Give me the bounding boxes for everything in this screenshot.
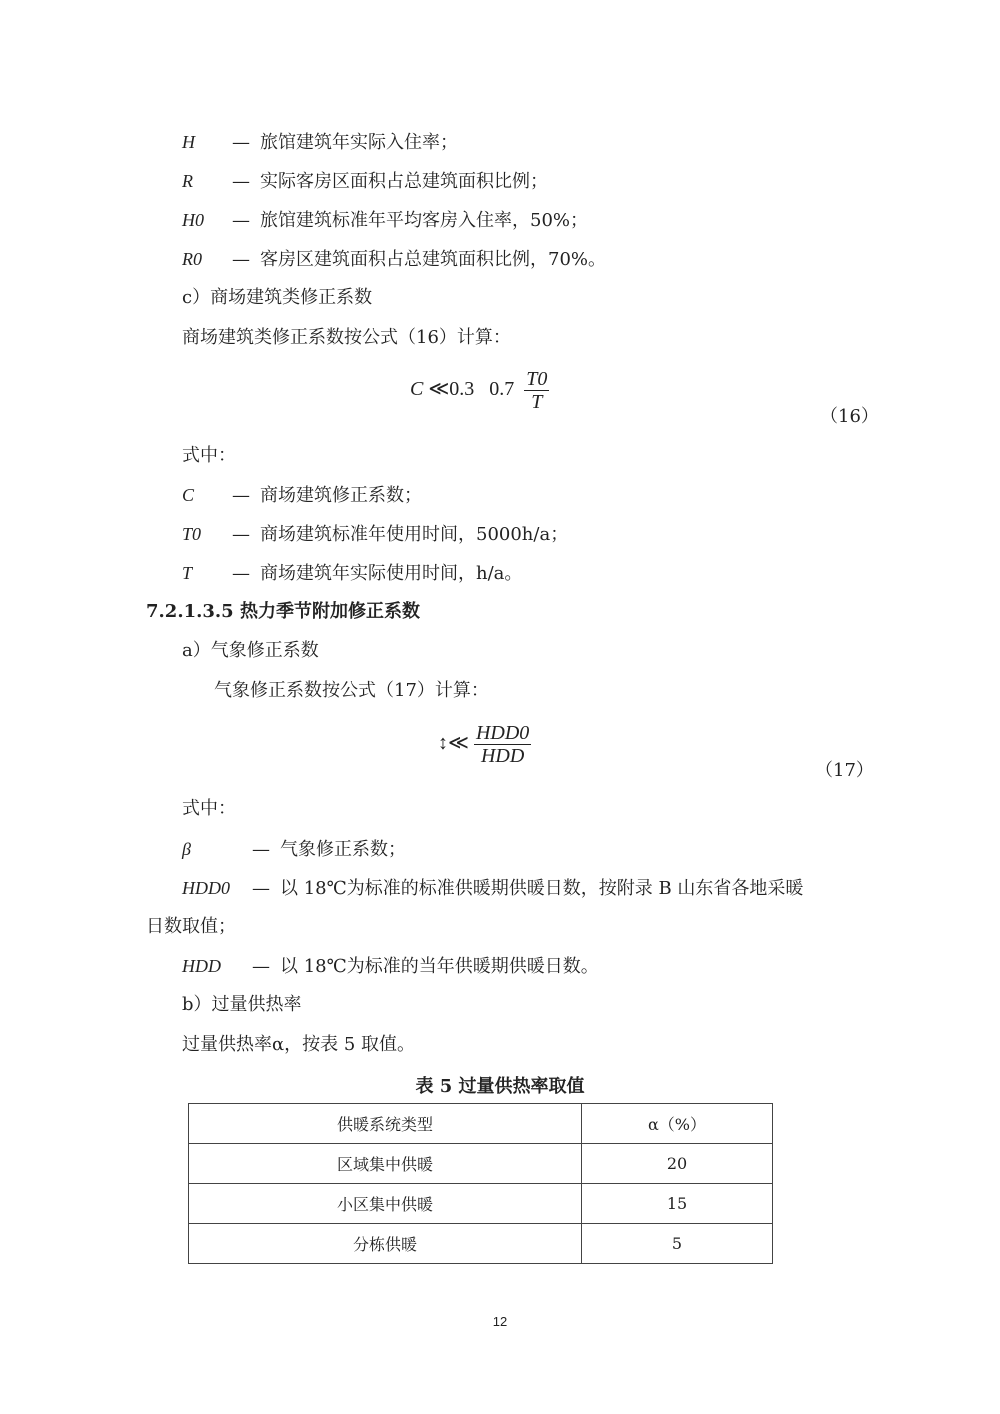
formula-fraction: [524, 368, 549, 413]
table-cell: 20: [582, 1144, 773, 1184]
def-symbol: C: [182, 485, 195, 505]
item-b-heading: b）过量供热率: [182, 994, 302, 1015]
table-cell: 15: [582, 1184, 773, 1224]
def-symbol: T0: [182, 524, 202, 544]
def-hdd0-continuation: 日数取值；: [146, 916, 236, 937]
item-b-text: 过量供热率α，按表 5 取值。: [182, 1034, 416, 1055]
table-row: [189, 1184, 773, 1224]
table-row: [189, 1224, 773, 1264]
formula-numerator: T0: [526, 368, 548, 390]
def-symbol: HDD: [182, 956, 221, 976]
equation-number-17: （17）: [815, 760, 874, 781]
equation-number-16: （16）: [820, 406, 879, 427]
table-header-row: [189, 1104, 773, 1144]
def-t: T — 商场建筑年实际使用时间，h/a。: [182, 563, 523, 584]
where-label: 式中：: [182, 445, 236, 466]
def-hdd0: HDD0 — 以 18℃为标准的标准供暖期供暖日数，按附录 B 山东省各地采暖: [182, 878, 804, 899]
def-symbol: T: [182, 563, 193, 583]
table-cell: 5: [582, 1224, 773, 1264]
formula-numerator: HDD0: [475, 722, 530, 744]
table-header-cell: 供暖系统类型: [189, 1104, 582, 1144]
item-c-text: 商场建筑类修正系数按公式（16）计算：: [182, 327, 511, 348]
def-r0: R0 — 客房区建筑面积占总建筑面积比例，70%。: [182, 249, 607, 270]
formula-relation: ≪: [428, 378, 450, 401]
formula-lhs: ↕: [438, 732, 448, 755]
table-header-cell: α（%）: [582, 1104, 773, 1144]
def-r: R — 实际客房区面积占总建筑面积比例；: [182, 171, 548, 192]
table-caption: 表 5 过量供热率取值: [415, 1076, 585, 1097]
formula-lhs: C: [410, 378, 424, 401]
formula-denominator: T: [531, 391, 543, 413]
table-cell: 区域集中供暖: [189, 1144, 582, 1184]
formula-constant-b: 0.7: [489, 378, 515, 401]
def-symbol: HDD0: [182, 878, 230, 898]
item-a-heading: a）气象修正系数: [182, 640, 319, 661]
page-number: 12: [492, 1314, 508, 1329]
table-row: [189, 1144, 773, 1184]
def-symbol: H0: [182, 210, 204, 230]
table-cell: 分栋供暖: [189, 1224, 582, 1264]
def-symbol: H: [182, 132, 195, 152]
def-h0: H0 — 旅馆建筑标准年平均客房入住率，50%；: [182, 210, 589, 231]
def-symbol: R0: [182, 249, 202, 269]
def-hdd: HDD — 以 18℃为标准的当年供暖期供暖日数。: [182, 956, 599, 977]
formula-relation: ≪: [448, 732, 469, 755]
formula-denominator: HDD: [480, 745, 525, 767]
where-label: 式中：: [182, 798, 236, 819]
item-c-heading: c）商场建筑类修正系数: [182, 287, 373, 308]
table-cell: 小区集中供暖: [189, 1184, 582, 1224]
formula-constant-a: 0.3: [449, 378, 475, 401]
formula-17: [438, 722, 531, 767]
overheat-rate-table: [188, 1103, 773, 1264]
def-c: C — 商场建筑修正系数；: [182, 485, 422, 506]
def-h: H — 旅馆建筑年实际入住率；: [182, 132, 458, 153]
section-heading: 7.2.1.3.5 热力季节附加修正系数: [146, 601, 420, 622]
formula-fraction: [474, 722, 531, 767]
formula-16: [410, 368, 549, 413]
def-beta: β — 气象修正系数；: [182, 839, 406, 860]
item-a-text: 气象修正系数按公式（17）计算：: [214, 680, 489, 701]
def-t0: T0 — 商场建筑标准年使用时间，5000h/a；: [182, 524, 569, 545]
def-symbol: β: [182, 839, 191, 859]
def-symbol: R: [182, 171, 193, 191]
